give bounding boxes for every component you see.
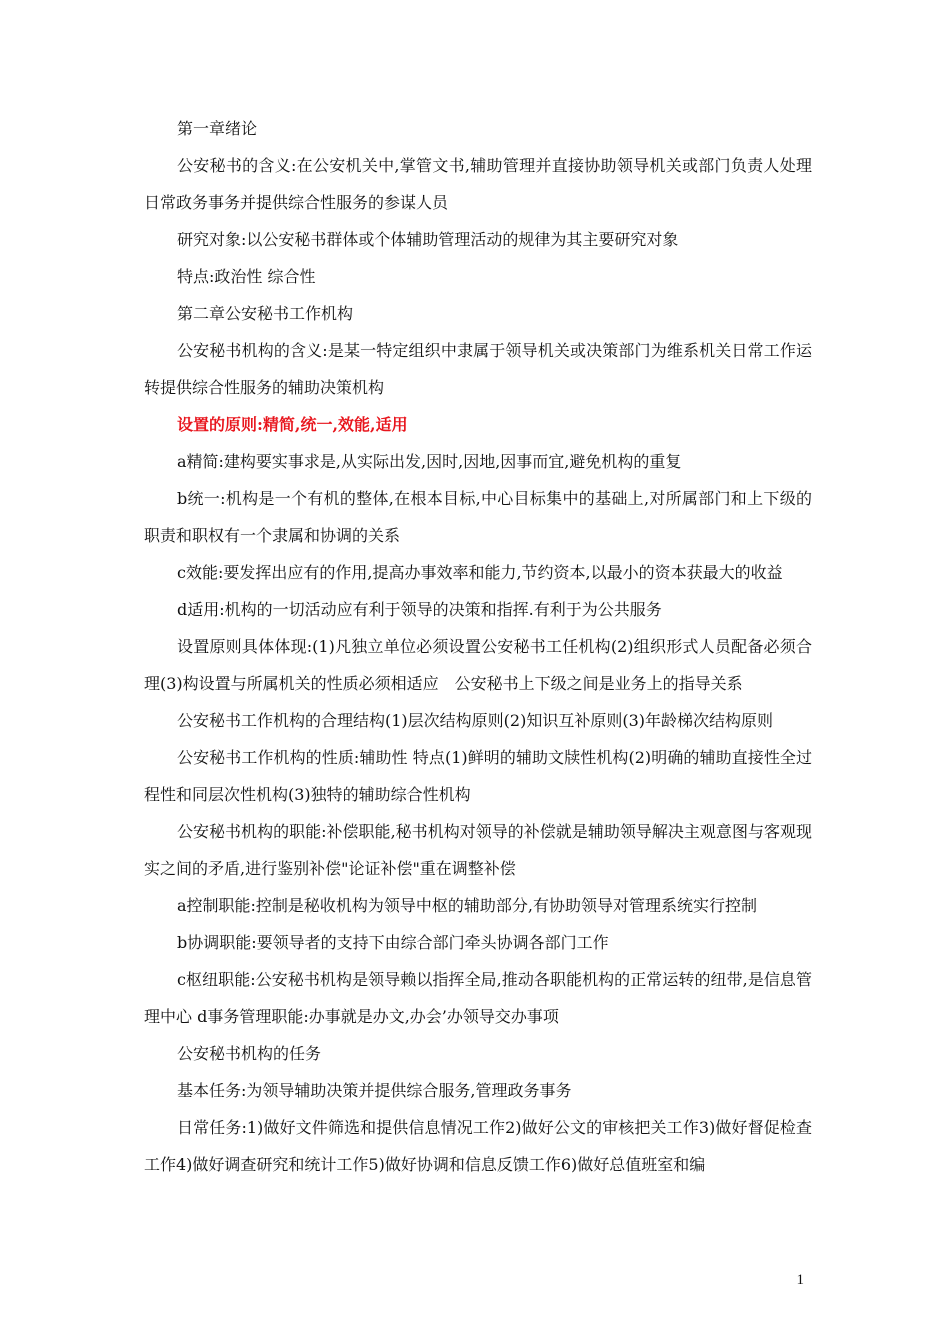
paragraph-features: 特点:政治性 综合性: [177, 267, 316, 286]
paragraph-principle-d: d适用:机构的一切活动应有利于领导的决策和指挥.有利于为公共服务: [177, 600, 662, 619]
paragraph-nature: 公安秘书工作机构的性质:辅助性 特点(1)鲜明的辅助文牍性机构(2)明确的辅助直接性全过程性和同层次性机构(3)独特的辅助综合性机构: [144, 748, 812, 804]
paragraph-principle-b: b统一:机构是一个有机的整体,在根本目标,中心目标集中的基础上,对所属部门和上下级的职责和职权有一个隶属和协调的关系: [144, 489, 812, 545]
paragraph-function-c: c枢纽职能:公安秘书机构是领导赖以指挥全局,推动各职能机构的正常运转的纽带,是信息管理中心 d事务管理职能:办事就是办文,办会’办领导交办事项: [144, 970, 812, 1026]
paragraph-agency-definition: 公安秘书机构的含义:是某一特定组织中隶属于领导机关或决策部门为维系机关日常工作运转提供综合性服务的辅助决策机构: [144, 341, 812, 397]
paragraph-reasonable-structure: 公安秘书工作机构的合理结构(1)层次结构原则(2)知识互补原则(3)年龄梯次结构原则: [177, 711, 773, 730]
paragraph-basic-tasks: 基本任务:为领导辅助决策并提供综合服务,管理政务事务: [177, 1081, 572, 1100]
paragraph-definition: 公安秘书的含义:在公安机关中,掌管文书,辅助管理并直接协助领导机关或部门负责人处理日常政务事务并提供综合性服务的参谋人员: [144, 156, 812, 212]
paragraph-principle-c: c效能:要发挥出应有的作用,提高办事效率和能力,节约资本,以最小的资本获最大的收益: [177, 563, 783, 582]
paragraph-chapter1-title: 第一章绪论: [177, 119, 258, 138]
paragraph-setup-principles: 设置的原则:精简,统一,效能,适用: [177, 415, 408, 434]
paragraph-principle-embodiment: 设置原则具体体现:(1)凡独立单位必须设置公安秘书工任机构(2)组织形式人员配备必须合理(3)构设置与所属机关的性质必须相适应 公安秘书上下级之间是业务上的指导关系: [144, 637, 812, 693]
document-body: [144, 110, 812, 1183]
paragraph-principle-a: a精简:建构要实事求是,从实际出发,因时,因地,因事而宜,避免机构的重复: [177, 452, 682, 471]
paragraph-function-b: b协调职能:要领导者的支持下由综合部门牵头协调各部门工作: [177, 933, 609, 952]
paragraph-chapter2-title: 第二章公安秘书工作机构: [177, 304, 354, 323]
paragraph-research-object: 研究对象:以公安秘书群体或个体辅助管理活动的规律为其主要研究对象: [177, 230, 679, 249]
page-number: 1: [796, 1272, 804, 1288]
paragraph-tasks-title: 公安秘书机构的任务: [177, 1044, 322, 1063]
paragraph-functions: 公安秘书机构的职能:补偿职能,秘书机构对领导的补偿就是辅助领导解决主观意图与客观现实之间的矛盾,进行鉴别补偿"论证补偿"重在调整补偿: [144, 822, 812, 878]
paragraph-daily-tasks: 日常任务:1)做好文件筛选和提供信息情况工作2)做好公文的审核把关工作3)做好督促检查工作4)做好调查研究和统计工作5)做好协调和信息反馈工作6)做好总值班室和编: [144, 1118, 812, 1174]
paragraph-function-a: a控制职能:控制是秘收机构为领导中枢的辅助部分,有协助领导对管理系统实行控制: [177, 896, 758, 915]
